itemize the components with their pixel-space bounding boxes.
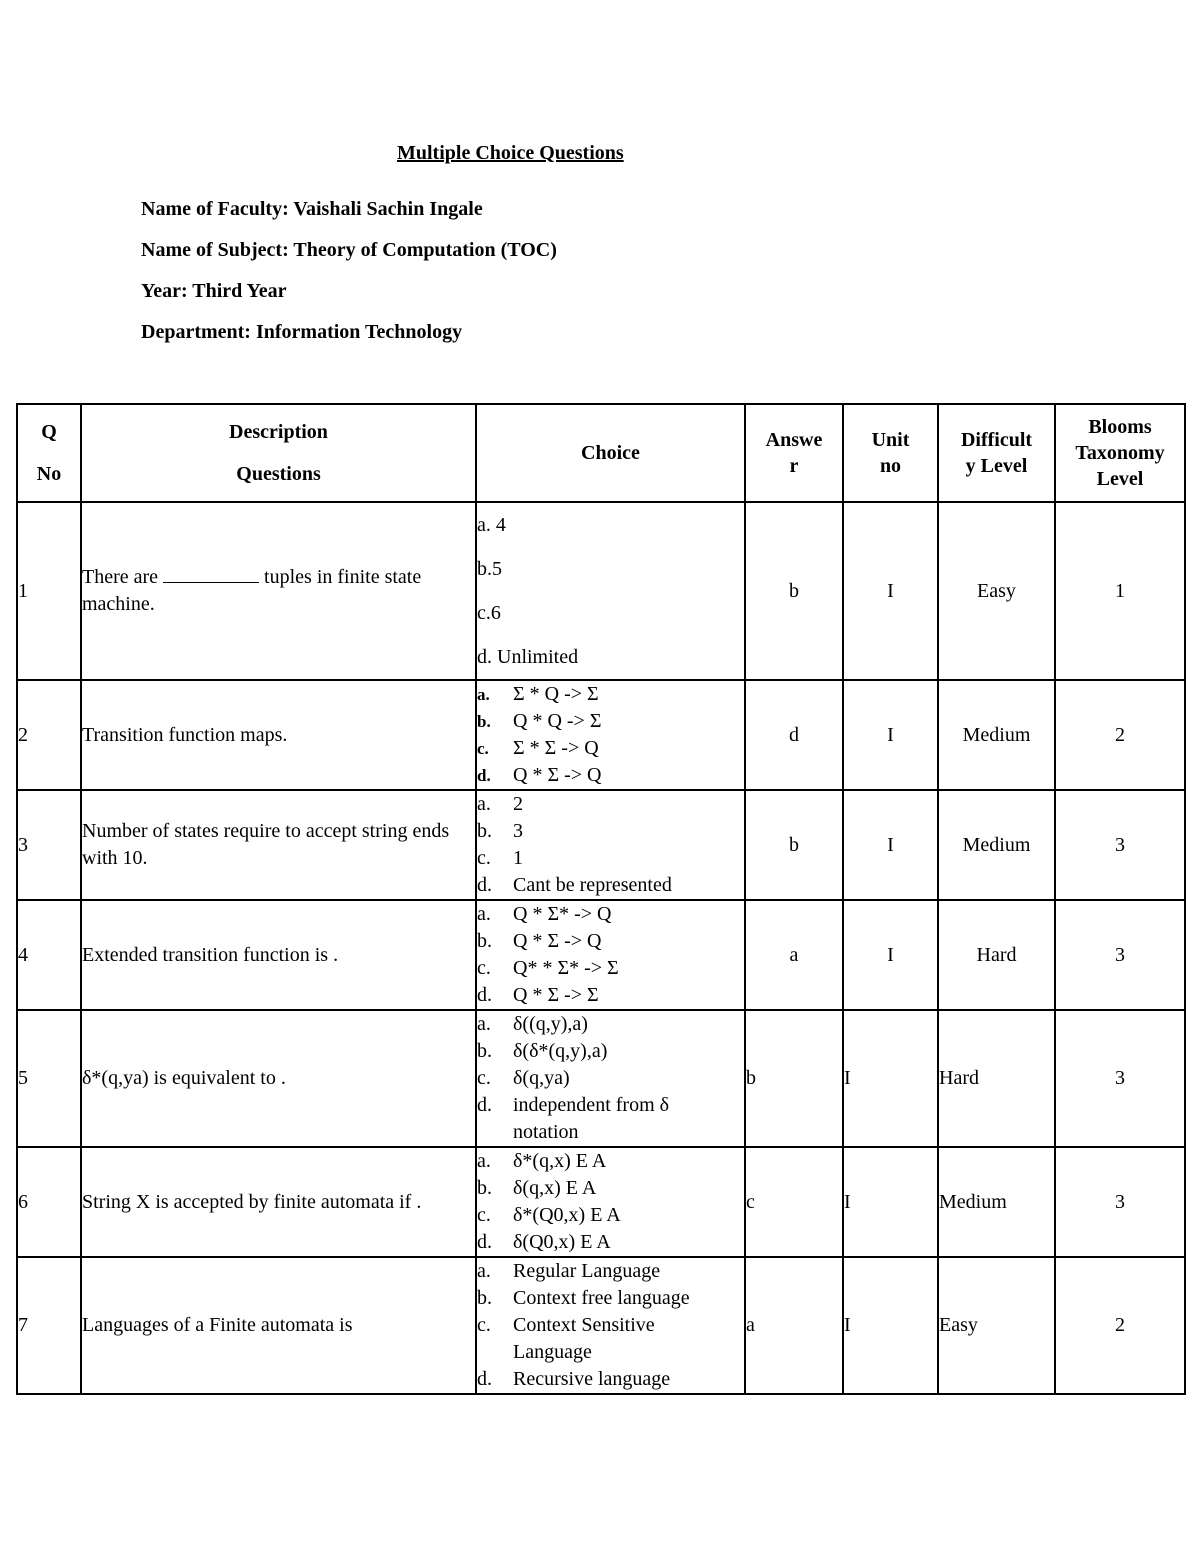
year-line: Year: Third Year	[141, 280, 287, 302]
choice-label: b.	[477, 1177, 492, 1199]
choice-label: a.	[477, 1150, 491, 1172]
choice-item	[477, 591, 744, 635]
row-unit: I	[843, 790, 938, 900]
row-blooms: 3	[1055, 1147, 1185, 1257]
choice-item	[477, 955, 744, 982]
row-blooms: 3	[1055, 900, 1185, 1010]
choice-item	[477, 1229, 744, 1256]
row-qno: 1	[17, 502, 81, 680]
choice-text: Q * Σ -> Σ	[513, 984, 599, 1006]
choice-text: δ(q,ya)	[513, 1067, 570, 1089]
choice-label: a.	[477, 793, 491, 815]
row-choices	[476, 1257, 745, 1394]
question-text-post: tuples in finite state machine.	[82, 566, 422, 615]
choice-label: d.	[477, 1094, 492, 1116]
choice-item	[477, 1312, 744, 1366]
choice-item	[477, 503, 744, 547]
choice-item	[477, 1011, 744, 1038]
choice-text: Cant be represented	[513, 874, 672, 896]
choice-item	[477, 1285, 744, 1312]
row-unit: I	[843, 680, 938, 790]
row-blooms: 1	[1055, 502, 1185, 680]
header-difficulty	[938, 404, 1055, 502]
row-difficulty: Medium	[938, 680, 1055, 790]
row-unit: I	[843, 900, 938, 1010]
row-qno: 7	[17, 1257, 81, 1394]
choice-item	[477, 1202, 744, 1229]
choice-label: a.	[477, 1260, 491, 1282]
header-choice: Choice	[476, 404, 745, 502]
row-qno: 4	[17, 900, 81, 1010]
subject-line: Name of Subject: Theory of Computation (TOC)	[141, 239, 557, 261]
row-answer: c	[745, 1147, 843, 1257]
header-blooms-line2: Taxonomy	[1075, 442, 1165, 464]
header-description	[81, 404, 476, 502]
choice-text: Σ * Σ -> Q	[513, 737, 599, 759]
table-row	[17, 680, 1185, 790]
header-unit-line2: no	[879, 455, 902, 477]
choice-text: δ*(Q0,x) E A	[513, 1204, 621, 1226]
row-answer: b	[745, 502, 843, 680]
choice-label: d.	[477, 1231, 492, 1253]
choice-item	[477, 872, 744, 899]
choice-label: a.	[477, 1013, 491, 1035]
choice-text: δ(q,x) E A	[513, 1177, 597, 1199]
header-blooms-line1: Blooms	[1088, 416, 1152, 438]
choice-text: Σ * Q -> Σ	[513, 683, 599, 705]
header-desc-line1: Description	[229, 421, 328, 443]
row-question: δ*(q,ya) is equivalent to .	[81, 1010, 476, 1147]
row-choices	[476, 1010, 745, 1147]
header-unit-line1: Unit	[871, 429, 910, 451]
choice-item	[477, 1175, 744, 1202]
row-qno: 2	[17, 680, 81, 790]
choice-label: d.	[477, 874, 492, 896]
choice-text: b.5	[477, 558, 502, 580]
choice-label: c.	[477, 1204, 491, 1226]
choice-item	[477, 681, 744, 708]
choice-item	[477, 791, 744, 818]
choice-label: b.	[477, 1287, 492, 1309]
header-blooms-line3: Level	[1096, 468, 1144, 490]
choice-label: c.	[477, 957, 491, 979]
choice-text: Context Sensitive Language	[513, 1314, 655, 1363]
row-unit: I	[843, 1147, 938, 1257]
choice-item	[477, 635, 744, 679]
choice-text: Q * Σ -> Q	[513, 930, 602, 952]
choice-text: d. Unlimited	[477, 646, 579, 668]
row-blooms: 2	[1055, 680, 1185, 790]
choice-item	[477, 1065, 744, 1092]
choice-item	[477, 845, 744, 872]
table-row	[17, 502, 1185, 680]
fill-in-blank	[163, 564, 259, 583]
choice-item	[477, 928, 744, 955]
choice-text: 1	[513, 847, 523, 869]
header-answer-line1: Answe	[765, 429, 823, 451]
choice-text: Q * Q -> Σ	[513, 710, 602, 732]
department-line: Department: Information Technology	[141, 321, 463, 343]
choice-item	[477, 547, 744, 591]
choice-item	[477, 1148, 744, 1175]
choice-item	[477, 1366, 744, 1393]
choice-text: c.6	[477, 602, 501, 624]
choice-label: b.	[477, 930, 492, 952]
header-answer	[745, 404, 843, 502]
table-row	[17, 1257, 1185, 1394]
row-question: Transition function maps.	[81, 680, 476, 790]
table-row	[17, 900, 1185, 1010]
row-unit: I	[843, 1010, 938, 1147]
choice-item	[477, 901, 744, 928]
choice-label: d.	[477, 984, 492, 1006]
row-answer: b	[745, 790, 843, 900]
row-unit: I	[843, 502, 938, 680]
page-title: Multiple Choice Questions	[397, 142, 624, 164]
row-difficulty: Medium	[938, 790, 1055, 900]
row-question: Number of states require to accept string ends with 10.	[81, 790, 476, 900]
row-difficulty: Easy	[938, 1257, 1055, 1394]
row-difficulty: Easy	[938, 502, 1055, 680]
choice-text: Context free language	[513, 1287, 690, 1309]
choice-label: c.	[477, 739, 489, 758]
choice-item	[477, 1092, 744, 1146]
row-qno: 3	[17, 790, 81, 900]
row-question: Extended transition function is .	[81, 900, 476, 1010]
choice-text: 2	[513, 793, 523, 815]
row-blooms: 3	[1055, 1010, 1185, 1147]
header-unit	[843, 404, 938, 502]
choice-label: a.	[477, 903, 491, 925]
choice-label: c.	[477, 1314, 491, 1336]
row-choices	[476, 502, 745, 680]
choice-label: d.	[477, 766, 491, 785]
header-blooms	[1055, 404, 1185, 502]
choice-label: a.	[477, 685, 490, 704]
row-answer: b	[745, 1010, 843, 1147]
row-qno: 6	[17, 1147, 81, 1257]
choice-item	[477, 708, 744, 735]
row-choices	[476, 790, 745, 900]
choice-label: c.	[477, 1067, 491, 1089]
header-qno	[17, 404, 81, 502]
header-qno-line2: No	[36, 463, 62, 485]
choice-label: b.	[477, 712, 491, 731]
row-difficulty: Hard	[938, 1010, 1055, 1147]
choice-text: 3	[513, 820, 523, 842]
row-blooms: 2	[1055, 1257, 1185, 1394]
row-question	[81, 502, 476, 680]
choice-label: d.	[477, 1368, 492, 1390]
row-choices	[476, 1147, 745, 1257]
header-desc-line2: Questions	[236, 463, 321, 485]
choice-label: b.	[477, 1040, 492, 1062]
row-qno: 5	[17, 1010, 81, 1147]
faculty-line: Name of Faculty: Vaishali Sachin Ingale	[141, 198, 483, 220]
choice-item	[477, 818, 744, 845]
choice-text: Q * Σ -> Q	[513, 764, 602, 786]
choice-item	[477, 735, 744, 762]
question-text-pre: There are	[82, 566, 159, 588]
choice-text: δ(Q0,x) E A	[513, 1231, 611, 1253]
table-row	[17, 790, 1185, 900]
choice-text: independent from δ notation	[513, 1094, 670, 1143]
table-row	[17, 1010, 1185, 1147]
choice-text: δ((q,y),a)	[513, 1013, 588, 1035]
header-qno-line1: Q	[41, 421, 57, 443]
choice-item	[477, 762, 744, 789]
choice-text: Q* * Σ* -> Σ	[513, 957, 619, 979]
header-difficulty-line2: y Level	[965, 455, 1028, 477]
choice-text: δ(δ*(q,y),a)	[513, 1040, 608, 1062]
choice-text: a. 4	[477, 514, 506, 536]
choice-text: Q * Σ* -> Q	[513, 903, 612, 925]
row-choices	[476, 900, 745, 1010]
choice-text: δ*(q,x) E A	[513, 1150, 607, 1172]
header-difficulty-line1: Difficult	[960, 429, 1033, 451]
row-choices	[476, 680, 745, 790]
table-row	[17, 1147, 1185, 1257]
row-answer: d	[745, 680, 843, 790]
row-question: String X is accepted by finite automata if .	[81, 1147, 476, 1257]
header-answer-line2: r	[789, 455, 799, 477]
row-difficulty: Medium	[938, 1147, 1055, 1257]
table-header-row	[17, 404, 1185, 502]
row-blooms: 3	[1055, 790, 1185, 900]
choice-item	[477, 982, 744, 1009]
choice-label: c.	[477, 847, 491, 869]
choice-item	[477, 1038, 744, 1065]
row-question: Languages of a Finite automata is	[81, 1257, 476, 1394]
choice-label: b.	[477, 820, 492, 842]
row-answer: a	[745, 1257, 843, 1394]
choice-item	[477, 1258, 744, 1285]
choice-text: Regular Language	[513, 1260, 661, 1282]
mcq-table	[16, 403, 1186, 1395]
row-answer: a	[745, 900, 843, 1010]
row-unit: I	[843, 1257, 938, 1394]
choice-text: Recursive language	[513, 1368, 671, 1390]
row-difficulty: Hard	[938, 900, 1055, 1010]
